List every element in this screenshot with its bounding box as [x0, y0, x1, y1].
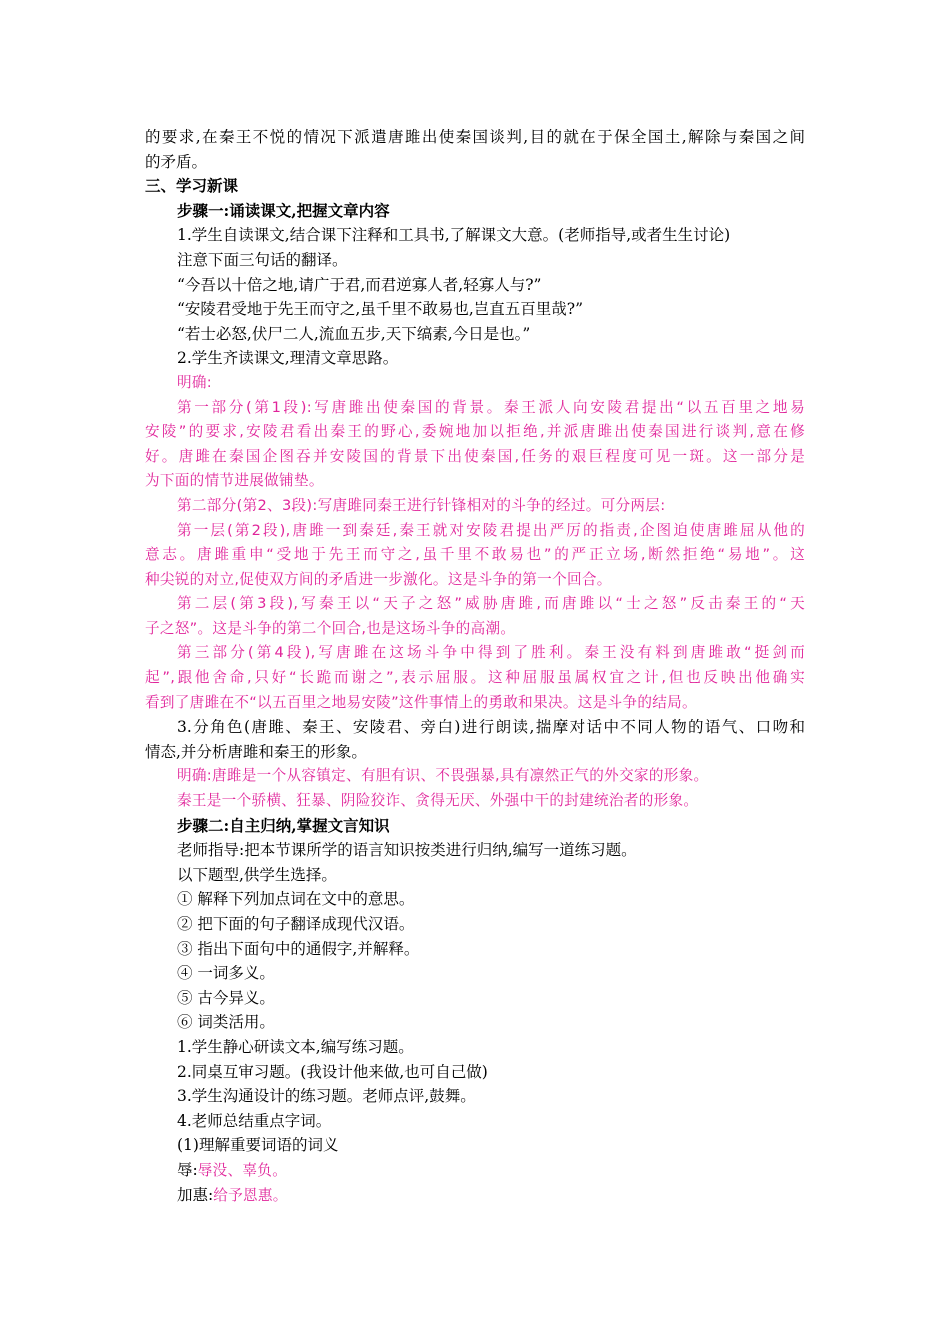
- text-line: 的矛盾。: [145, 152, 208, 171]
- answer-text-line: 第一层(第2段),唐雎一到秦廷,秦王就对安陵君提出严厉的指责,企图迫使唐雎屈从他的: [177, 521, 805, 539]
- text-line: ⑥ 词类活用。: [177, 1013, 275, 1032]
- text-line: ⑤ 古今异义。: [177, 988, 275, 1007]
- text-line: ② 把下面的句子翻译成现代汉语。: [177, 915, 415, 933]
- text-line: 以下题型,供学生选择。: [177, 865, 337, 884]
- text-line: 老师指导:把本节课所学的语言知识按类进行归纳,编写一道练习题。: [177, 841, 637, 860]
- section-heading: 步骤二:自主归纳,掌握文言知识: [177, 815, 390, 835]
- text-line: “今吾以十倍之地,请广于君,而君逆寡人者,轻寡人与?”: [177, 275, 542, 294]
- answer-text-line: 起”,跟他舍命,只好“长跪而谢之”,表示屈服。这种屈服虽属权宜之计,但也反映出他确实: [145, 669, 805, 687]
- text-line: 4.老师总结重点字词。: [177, 1111, 332, 1130]
- text-line: 2.学生齐读课文,理清文章思路。: [177, 349, 399, 368]
- text-line: 1.学生自读课文,结合课下注释和工具书,了解课文大意。(老师指导,或者生生讨论): [177, 226, 731, 245]
- answer-text-line: 安陵”的要求,安陵君看出秦王的野心,委婉地加以拒绝,并派唐雎出使秦国进行谈判,意在修: [145, 423, 805, 441]
- definition-term: 加惠:: [177, 1185, 214, 1204]
- answer-text-line: 子之怒”。这是斗争的第二个回合,也是这场斗争的高潮。: [145, 619, 516, 637]
- text-line: “安陵君受地于先王而守之,虽千里不敢易也,岂直五百里哉?”: [177, 300, 584, 319]
- definition-meaning: 辱没、辜负。: [197, 1161, 288, 1179]
- text-line: ④ 一词多义。: [177, 964, 275, 983]
- answer-text-line: 看到了唐雎在不“以五百里之地易安陵”这件事情上的勇敢和果决。这是斗争的结局。: [145, 693, 697, 711]
- definition-term: 辱:: [177, 1160, 198, 1179]
- text-line: 3.学生沟通设计的练习题。老师点评,鼓舞。: [177, 1087, 476, 1106]
- document-page: [145, 125, 805, 1207]
- answer-text-line: 种尖锐的对立,促使双方间的矛盾进一步激化。这是斗争的第一个回合。: [145, 570, 612, 588]
- answer-text-line: 明确:: [177, 373, 213, 391]
- text-line: 2.同桌互审习题。(我设计他来做,也可自己做): [177, 1062, 488, 1081]
- answer-text-line: 第二层(第3段),写秦王以“天子之怒”威胁唐雎,而唐雎以“士之怒”反击秦王的“天: [177, 595, 805, 613]
- answer-text-line: 秦王是一个骄横、狂暴、阴险狡诈、贪得无厌、外强中干的封建统治者的形象。: [177, 792, 699, 810]
- text-line: 情态,并分析唐雎和秦王的形象。: [145, 742, 367, 761]
- answer-text-line: 意志。唐雎重申“受地于先王而守之,虽千里不敢易也”的严正立场,断然拒绝“易地”。这: [145, 546, 805, 564]
- definition-meaning: 给予恩惠。: [213, 1186, 288, 1204]
- answer-text-line: 第二部分(第2、3段):写唐雎同秦王进行针锋相对的斗争的经过。可分两层:: [177, 496, 666, 514]
- answer-text-line: 明确:唐雎是一个从容镇定、有胆有识、不畏强暴,具有凛然正气的外交家的形象。: [177, 767, 709, 785]
- text-line: 的要求,在秦王不悦的情况下派遣唐雎出使秦国谈判,目的就在于保全国土,解除与秦国之间: [145, 128, 805, 146]
- text-line: ① 解释下列加点词在文中的意思。: [177, 890, 415, 909]
- definition-line: [145, 1183, 805, 1208]
- answer-text-line: 第三部分(第4段),写唐雎在这场斗争中得到了胜利。秦王没有料到唐雎敢“挺剑而: [177, 644, 805, 662]
- text-line: 3.分角色(唐雎、秦王、安陵君、旁白)进行朗读,揣摩对话中不同人物的语气、口吻和: [177, 718, 805, 737]
- text-line: 注意下面三句话的翻译。: [177, 250, 348, 269]
- text-line: 1.学生静心研读文本,编写练习题。: [177, 1037, 414, 1056]
- text-line: “若士必怒,伏尸二人,流血五步,天下缟素,今日是也。”: [177, 324, 531, 343]
- text-line: ③ 指出下面句中的通假字,并解释。: [177, 939, 420, 958]
- answer-text-line: 好。唐雎在秦国企图吞并安陵国的背景下出使秦国,任务的艰巨程度可见一斑。这一部分是: [145, 447, 805, 465]
- section-heading: 步骤一:诵读课文,把握文章内容: [177, 200, 390, 220]
- section-heading: 三、学习新课: [145, 176, 239, 196]
- answer-text-line: 第一部分(第1段):写唐雎出使秦国的背景。秦王派人向安陵君提出“以五百里之地易: [177, 398, 805, 416]
- answer-text-line: 为下面的情节进展做铺垫。: [145, 472, 324, 490]
- text-line: (1)理解重要词语的词义: [177, 1136, 339, 1155]
- definition-line: [145, 1158, 805, 1183]
